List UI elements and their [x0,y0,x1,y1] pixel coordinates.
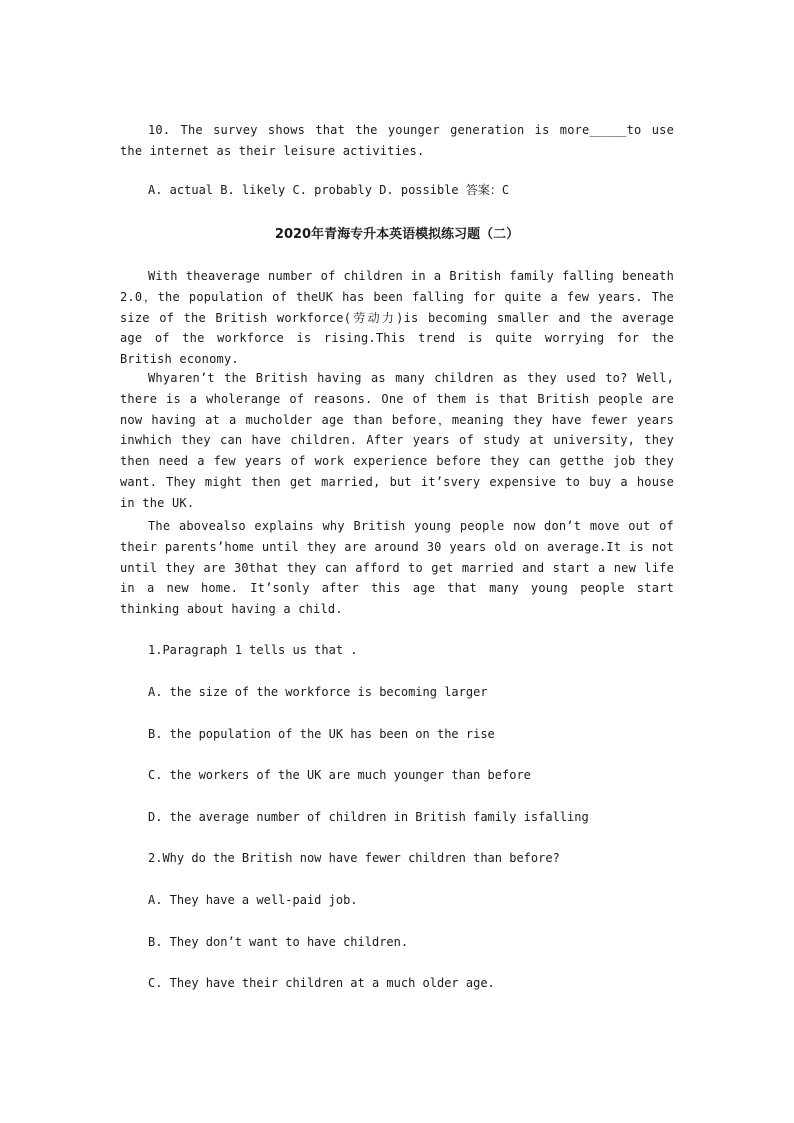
question-2-option-b: B. They don’t want to have children. [148,935,409,949]
passage-paragraph-1: With theaverage number of children in a British family falling beneath 2.0，the population of theUK has been falling for quite a few years. The size of the British workforce(劳动力)is becoming smaller and the average age of the workforce is rising.This trend is quite worrying for the British economy. [120,269,674,367]
question-1-option-a: A. the size of the workforce is becoming larger [148,685,488,699]
question-1-option-d: D. the average number of children in British family isfalling [148,810,589,824]
question-2-stem: 2.Why do the British now have fewer children than before? [148,851,560,865]
question-10-stem: 10. The survey shows that the younger generation is more_____to use the internet as their leisure activities. [120,123,674,158]
section-title: 2020年青海专升本英语模拟练习题（二） [274,227,520,242]
passage-paragraph-2: Whyaren’t the British having as many children as they used to? Well, there is a wholerange of reasons. One of them is that British people are now having at a mucholder age than before，meaning they have fewer years inwhich they can have children. After years of study at university, they then need a few years of work experience before they can getthe job they want. They might then get married, but it’svery expensive to buy a house in the UK. [120,371,674,510]
question-10-options: A. actual B. likely C. probably D. possible 答案：C [148,183,510,197]
question-1-stem: 1.Paragraph 1 tells us that . [148,643,358,657]
question-1-option-c: C. the workers of the UK are much younger than before [148,768,531,782]
question-1-option-b: B. the population of the UK has been on the rise [148,727,495,741]
question-2-option-c: C. They have their children at a much older age. [148,976,495,990]
question-2-option-a: A. They have a well-paid job. [148,893,358,907]
passage-paragraph-3: The abovealso explains why British young people now don’t move out of their parents’home until they are around 30 years old on average.It is not until they are 30that they can afford to get married and start a new life in a new home. It’sonly after this age that many young people start thinking about having a child. [120,519,674,617]
